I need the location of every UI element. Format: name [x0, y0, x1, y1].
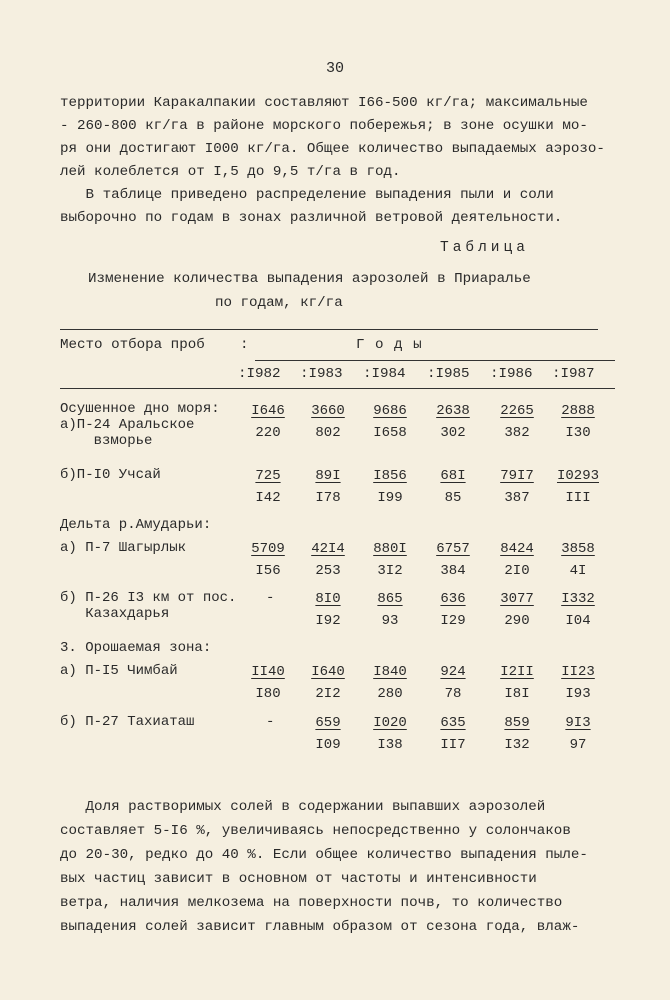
table-cell-total: I856	[373, 468, 407, 484]
table-top-rule	[60, 329, 598, 330]
table-cell-salt: 4I	[569, 563, 587, 579]
table-cell-salt: III	[565, 490, 591, 506]
row-label: взморье	[60, 433, 153, 449]
table-cell-total: 880I	[373, 541, 407, 557]
text-line: составляет 5-I6 %, увеличиваясь непосредственно у солончаков	[60, 823, 571, 839]
table-cell-salt: 85	[444, 490, 462, 506]
text-line: - 260-800 кг/га в районе морского побережья; в зоне осушки мо-	[60, 118, 588, 134]
years-header: Г о д ы	[356, 337, 423, 353]
table-cell-salt: 3I2	[377, 563, 403, 579]
table-cell-total: 42I4	[311, 541, 345, 557]
table-cell-salt: II7	[440, 737, 466, 753]
text-line: лей колеблется от I,5 до 9,5 т/га в год.	[60, 164, 401, 180]
page-number: 30	[325, 60, 344, 77]
table-cell-salt: 382	[504, 425, 530, 441]
table-cell-salt: I8I	[504, 686, 530, 702]
table-cell-salt: I42	[255, 490, 281, 506]
table-cell-salt: I99	[377, 490, 403, 506]
row-label: а) П-7 Шагырлык	[60, 540, 187, 556]
table-cell-salt: I38	[377, 737, 403, 753]
year-header: :I986	[490, 366, 533, 382]
table-caption: Изменение количества выпадения аэрозолей в Приаралье	[88, 271, 531, 287]
table-cell-salt: I658	[373, 425, 407, 441]
table-cell-total: II23	[561, 664, 595, 680]
year-header: :I984	[363, 366, 406, 382]
table-cell-total: 659	[315, 715, 341, 731]
no-data-dash: -	[266, 590, 275, 606]
table-cell-total: 89I	[315, 468, 341, 484]
table-cell-total: 865	[377, 591, 403, 607]
years-rule	[255, 360, 615, 361]
text-line: до 20-30, редко до 40 %. Если общее количество выпадения пыле-	[60, 847, 588, 863]
table-cell-salt: 387	[504, 490, 530, 506]
table-cell-total: 2638	[436, 403, 470, 419]
table-cell-salt: I92	[315, 613, 341, 629]
text-line: ветра, наличия мелкозема на поверхности почв, то количество	[60, 895, 563, 911]
table-cell-total: 635	[440, 715, 466, 731]
row-label: а) П-I5 Чимбай	[60, 663, 178, 679]
header-colon: :	[240, 337, 249, 353]
table-cell-salt: I93	[565, 686, 591, 702]
table-cell-total: 725	[255, 468, 281, 484]
table-cell-total: 6757	[436, 541, 470, 557]
year-header: :I982	[238, 366, 281, 382]
row-label: Казахдарья	[60, 606, 170, 622]
table-cell-salt: 802	[315, 425, 341, 441]
table-cell-salt: 302	[440, 425, 466, 441]
table-cell-total: 9686	[373, 403, 407, 419]
table-cell-salt: 290	[504, 613, 530, 629]
table-cell-salt: I30	[565, 425, 591, 441]
row-label: Осушенное дно моря:	[60, 401, 220, 417]
header-bottom-rule	[60, 388, 615, 389]
table-cell-total: 8I0	[315, 591, 341, 607]
no-data-dash: -	[266, 714, 275, 730]
table-cell-total: 8424	[500, 541, 534, 557]
text-line: территории Каракалпакии составляют I66-500 кг/га; максимальные	[60, 95, 588, 111]
place-header: Место отбора проб	[60, 337, 205, 353]
row-label: а)П-24 Аральское	[60, 417, 195, 433]
intro-paragraph	[60, 92, 620, 230]
table-cell-salt: 384	[440, 563, 466, 579]
table-cell-salt: I56	[255, 563, 281, 579]
table-cell-total: 3660	[311, 403, 345, 419]
table-cell-salt: I32	[504, 737, 530, 753]
table-cell-total: I646	[251, 403, 285, 419]
table-cell-salt: I29	[440, 613, 466, 629]
table-cell-salt: 253	[315, 563, 341, 579]
row-label: б)П-I0 Учсай	[60, 467, 161, 483]
table-cell-salt: I09	[315, 737, 341, 753]
table-cell-total: I2II	[500, 664, 534, 680]
table-cell-total: 2888	[561, 403, 595, 419]
table-cell-total: I840	[373, 664, 407, 680]
table-cell-total: 2265	[500, 403, 534, 419]
table-cell-total: 3858	[561, 541, 595, 557]
table-cell-total: I332	[561, 591, 595, 607]
table-cell-total: 859	[504, 715, 530, 731]
table-cell-total: 68I	[440, 468, 466, 484]
table-cell-total: 9I3	[565, 715, 591, 731]
table-cell-total: I020	[373, 715, 407, 731]
table-caption-units: по годам, кг/га	[215, 295, 343, 311]
table-cell-salt: 2I2	[315, 686, 341, 702]
year-header: :I983	[300, 366, 343, 382]
table-cell-total: 79I7	[500, 468, 534, 484]
row-label: б) П-27 Тахиаташ	[60, 714, 195, 730]
year-header: :I987	[552, 366, 595, 382]
section-heading: Дельта р.Амударьи:	[60, 517, 212, 533]
table-cell-total: I640	[311, 664, 345, 680]
table-cell-salt: 78	[444, 686, 462, 702]
table-cell-total: 636	[440, 591, 466, 607]
row-label: б) П-26 I3 км от пос.	[60, 590, 237, 606]
table-cell-total: 924	[440, 664, 466, 680]
section-heading: 3. Орошаемая зона:	[60, 640, 212, 656]
text-line: Доля растворимых солей в содержании выпавших аэрозолей	[60, 799, 546, 815]
text-line: выборочно по годам в зонах различной ветровой деятельности.	[60, 210, 563, 226]
text-line: В таблице приведено распределение выпадения пыли и соли	[60, 187, 554, 203]
table-cell-total: I0293	[556, 468, 599, 484]
table-cell-salt: I78	[315, 490, 341, 506]
table-cell-total: 3077	[500, 591, 534, 607]
table-cell-salt: I04	[565, 613, 591, 629]
table-cell-salt: I80	[255, 686, 281, 702]
year-header: :I985	[427, 366, 470, 382]
text-line: ря они достигают I000 кг/га. Общее количество выпадаемых аэрозо-	[60, 141, 605, 157]
table-cell-salt: 93	[381, 613, 399, 629]
table-cell-salt: 97	[569, 737, 587, 753]
text-line: вых частиц зависит в основном от частоты и интенсивности	[60, 871, 537, 887]
table-cell-salt: 280	[377, 686, 403, 702]
table-label: Таблица	[440, 240, 529, 256]
table-cell-salt: 220	[255, 425, 281, 441]
table-cell-salt: 2I0	[504, 563, 530, 579]
table-cell-total: II40	[251, 664, 285, 680]
table-cell-total: 5709	[251, 541, 285, 557]
text-line: выпадения солей зависит главным образом от сезона года, влаж-	[60, 919, 580, 935]
outro-paragraph	[60, 795, 620, 939]
